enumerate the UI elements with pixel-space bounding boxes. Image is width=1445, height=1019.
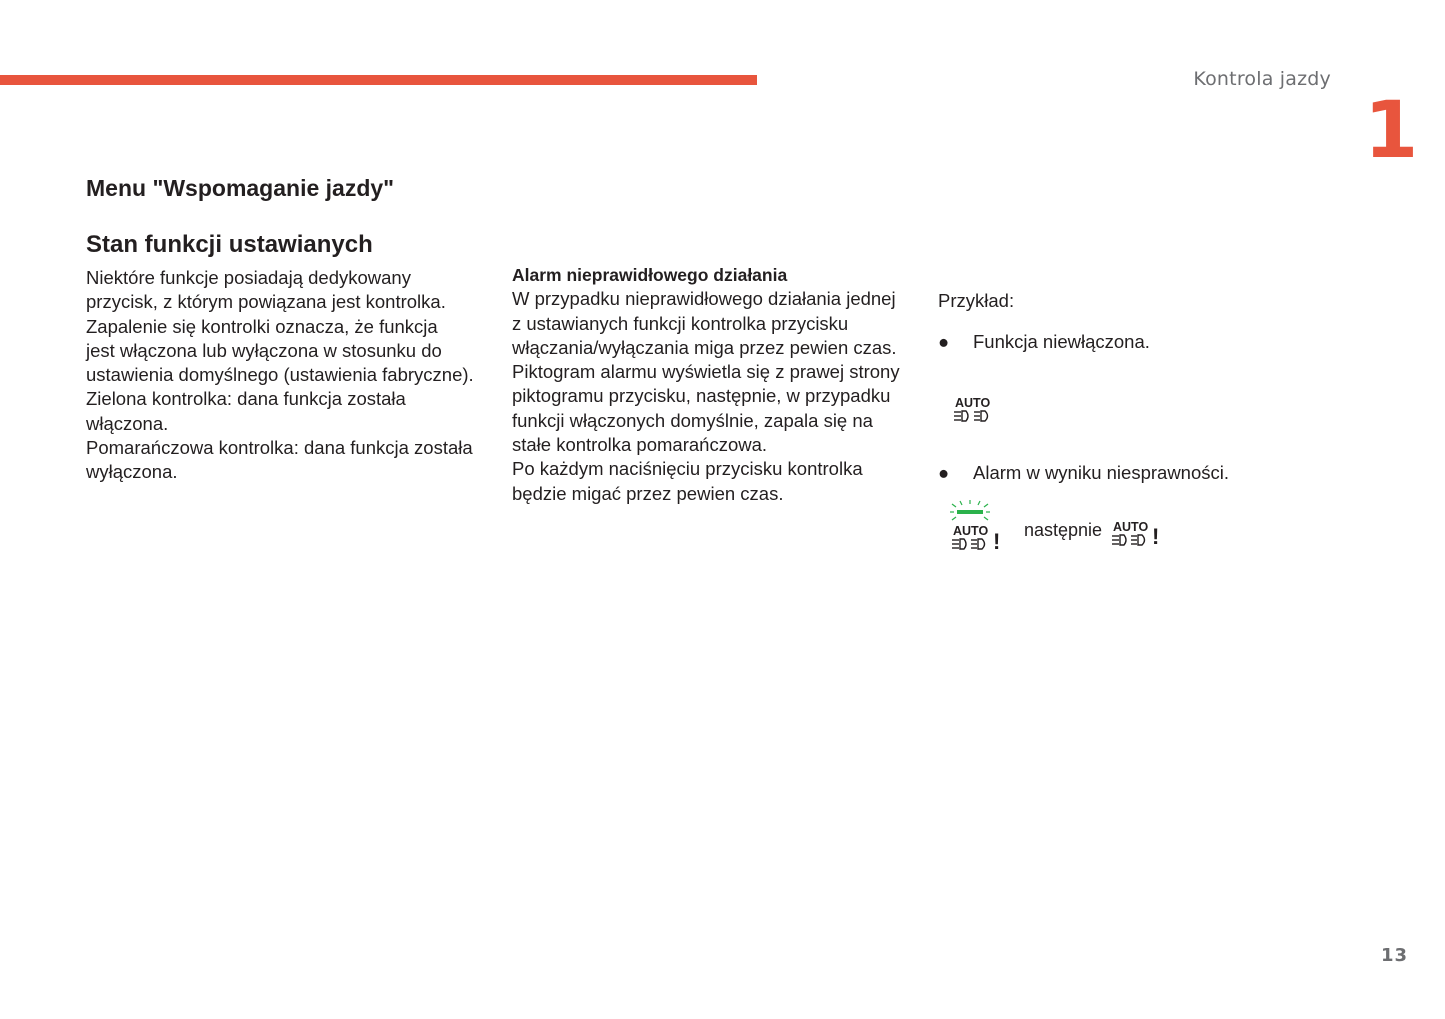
text-line: będzie migać przez pewien czas. xyxy=(512,482,784,504)
text-line: funkcji włączonych domyślnie, zapala się na xyxy=(512,409,873,431)
icon-auto-label: AUTO xyxy=(1113,520,1149,534)
alarm-heading: Alarm nieprawidłowego działania xyxy=(512,265,788,285)
example-label: Przykład: xyxy=(938,290,1015,311)
then-label: następnie xyxy=(1024,520,1103,540)
bullet-icon: ● xyxy=(938,331,950,352)
auto-headlamp-blinking-alert-icon xyxy=(948,500,1006,554)
text-line: ustawienia domyślnego (ustawienia fabryczne). xyxy=(86,364,474,386)
subsection-title: Stan funkcji ustawianych xyxy=(86,231,373,258)
text-line: Zapalenie się kontrolki oznacza, że funkcja xyxy=(86,315,438,337)
text-line: Pomarańczowa kontrolka: dana funkcja została xyxy=(86,437,473,459)
text-line: z ustawianych funkcji kontrolka przycisku xyxy=(512,312,849,334)
example-item-alarm xyxy=(938,462,1229,484)
chapter-number: 1 xyxy=(1364,86,1419,176)
text-line: Po każdym naciśnięciu przycisku kontrolka xyxy=(512,458,863,480)
text-line: jest włączona lub wyłączona w stosunku do xyxy=(86,339,442,361)
section-title: Kontrola jazdy xyxy=(1193,68,1331,90)
column-description xyxy=(86,266,491,485)
header-accent-bar xyxy=(0,75,757,85)
auto-headlamp-alert-icon xyxy=(1108,516,1166,550)
column-alarm xyxy=(512,263,917,506)
text-line: Piktogram alarmu wyświetla się z prawej strony xyxy=(512,361,900,383)
auto-headlamp-icon xyxy=(950,394,998,426)
text-line: piktogramu przycisku, następnie, w przypadku xyxy=(512,385,891,407)
menu-title: Menu "Wspomaganie jazdy" xyxy=(86,175,395,201)
text-line: Niektóre funkcje posiadają dedykowany xyxy=(86,267,411,288)
example-item-off xyxy=(938,331,1150,353)
text-line: przycisk, z którym powiązana jest kontrolka. xyxy=(86,291,446,313)
text-line: wyłączona. xyxy=(86,461,178,483)
page-number: 13 xyxy=(1381,945,1409,966)
example-item-text: Funkcja niewłączona. xyxy=(973,331,1150,352)
text-line: włączania/wyłączania miga przez pewien czas. xyxy=(512,336,897,358)
alert-mark: ! xyxy=(993,529,1001,554)
example-item-text: Alarm w wyniku niesprawności. xyxy=(973,462,1230,483)
bullet-icon: ● xyxy=(938,462,950,483)
alert-mark: ! xyxy=(1152,524,1160,549)
icon-auto-label: AUTO xyxy=(953,524,989,538)
text-line: włączona. xyxy=(86,412,169,434)
text-line: W przypadku nieprawidłowego działania jednej xyxy=(512,288,896,310)
text-line: stałe kontrolka pomarańczowa. xyxy=(512,434,768,456)
icon-auto-label: AUTO xyxy=(955,396,991,410)
text-line: Zielona kontrolka: dana funkcja została xyxy=(86,388,406,410)
